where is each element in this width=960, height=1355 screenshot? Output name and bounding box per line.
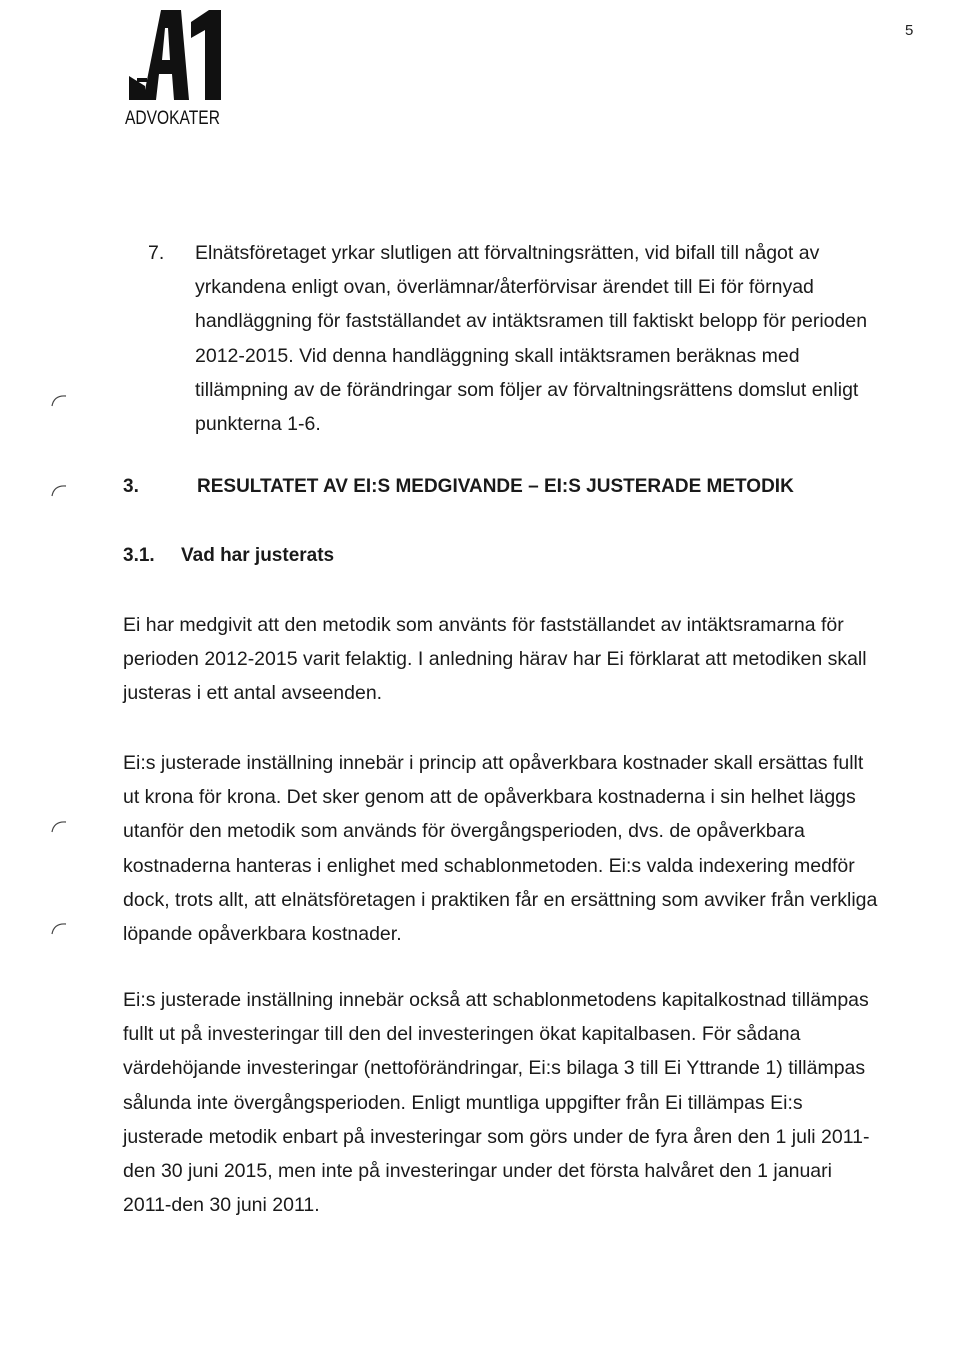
section-title: RESULTATET AV EI:S MEDGIVANDE – EI:S JUSTERADE METODIK bbox=[197, 476, 794, 497]
margin-mark-icon bbox=[50, 920, 68, 936]
claim-item-text: Elnätsföretaget yrkar slutligen att förvaltningsrätten, vid bifall till något av yrkandena enligt ovan, överlämnar/återförvisar ärendet till Ei för förnyad handläggning för fastställandet av intäktsramen till faktiskt belopp för perioden 2012-2015. Vid denna handläggning skall intäktsramen beräknas med tillämpning av de förändringar som följer av förvaltningsrättens domslut enligt punkterna 1-6. bbox=[195, 242, 868, 436]
subsection-title: Vad har justerats bbox=[181, 545, 335, 566]
body-paragraph: Ei:s justerade inställning innebär i princip att opåverkbara kostnader skall ersättas fullt ut krona för krona. Det sker genom att de opåverkbara kostnaderna i sin helhet läggs utanför den metodik som används för övergångsperioden, dvs. de opåverkbara kostnaderna hanteras i enlighet med schablonmetoden. Ei:s valda indexering medför dock, trots allt, att elnätsföretagen i praktiken får en ersättning som avviker från verkliga löpande opåverkbara kostnader. bbox=[123, 752, 878, 946]
section-heading-3 bbox=[123, 476, 794, 498]
margin-mark-icon bbox=[50, 818, 68, 834]
subsection-heading-3-1 bbox=[123, 545, 334, 567]
a1-advokater-logo bbox=[125, 8, 225, 129]
claim-item-number: 7. bbox=[148, 242, 165, 264]
section-number: 3. bbox=[123, 476, 139, 497]
subsection-number: 3.1. bbox=[123, 545, 155, 566]
body-paragraph: Ei:s justerade inställning innebär också att schablonmetodens kapitalkostnad tillämpas fullt ut på investeringar till den del investeringen ökat kapitalbasen. För sådana värdehöjande investeringar (nettoförändringar, Ei:s bilaga 3 till Ei Yttrande 1) tillämpas sålunda inte övergångsperioden. Enligt muntliga uppgifter från Ei tillämpas Ei:s justerade metodik enbart på investeringar som görs under de fyra åren den 1 juli 2011-den 30 juni 2015, men inte på investeringar under det första halvåret den 1 januari 2011-den 30 juni 2011. bbox=[123, 989, 870, 1217]
a1-logo-mark-icon bbox=[125, 8, 225, 108]
logo-wordmark: ADVOKATER bbox=[125, 108, 220, 129]
body-paragraph: Ei har medgivit att den metodik som använts för fastställandet av intäktsramarna för perioden 2012-2015 varit felaktig. I anledning härav har Ei förklarat att metodiken skall justeras i ett antal avseenden. bbox=[123, 614, 867, 705]
page-number: 5 bbox=[905, 22, 914, 39]
margin-mark-icon bbox=[50, 482, 68, 498]
margin-mark-icon bbox=[50, 392, 68, 408]
